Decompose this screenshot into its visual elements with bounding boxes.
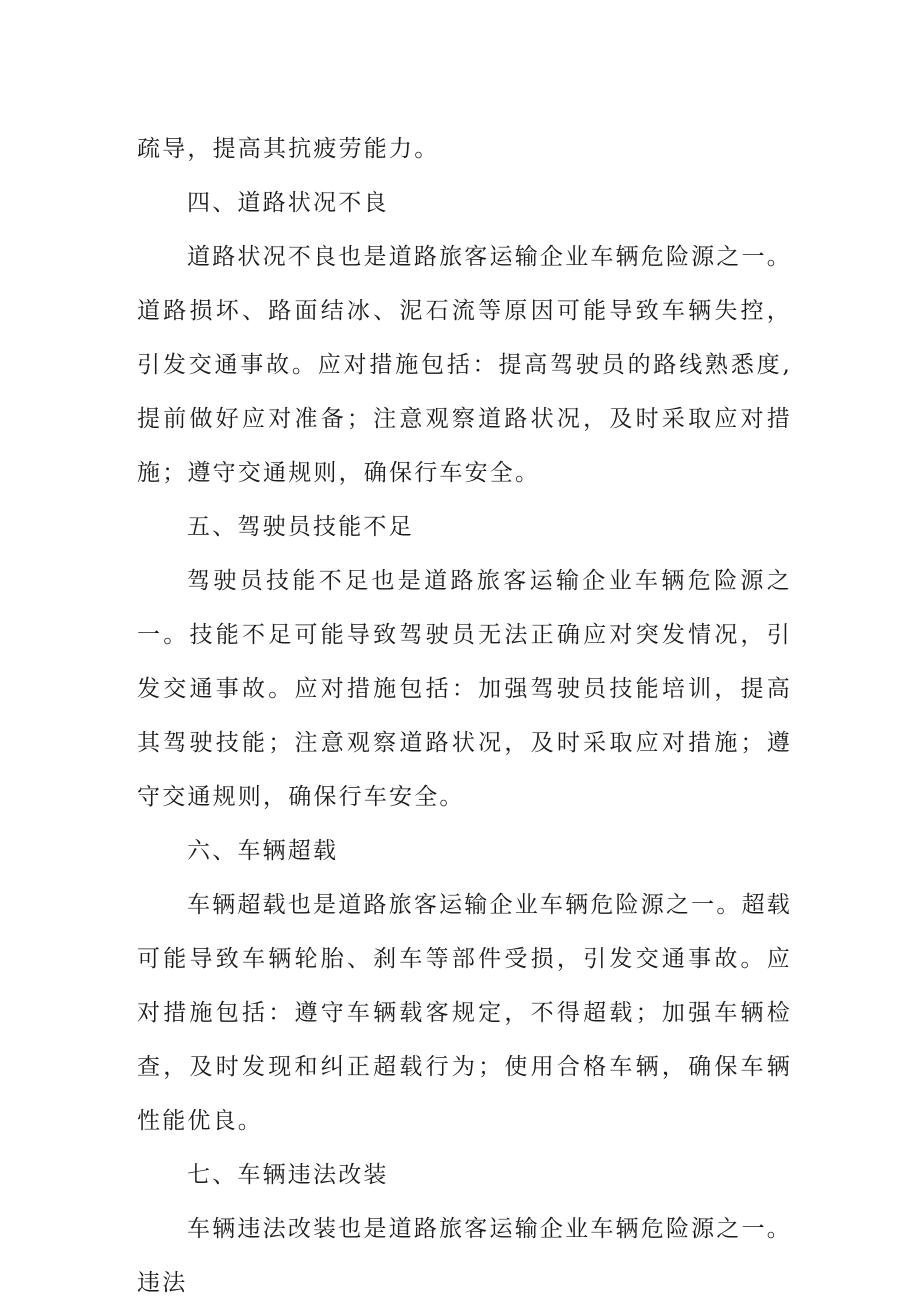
section-heading-5: 五、驾驶员技能不足 xyxy=(187,514,414,540)
section-heading-4: 四、道路状况不良 xyxy=(187,190,389,216)
paragraph-road-conditions: 道路状况不良也是道路旅客运输企业车辆危险源之一。道路损坏、路面结冰、泥石流等原因可能导致车辆失控，引发交通事故。应对措施包括：提高驾驶员的路线熟悉度,提前做好应对准备；注意观察道路状况，及时采取应对措施；遵守交通规则，确保行车安全。 xyxy=(137,244,792,486)
paragraph-driver-skills: 驾驶员技能不足也是道路旅客运输企业车辆危险源之一。技能不足可能导致驾驶员无法正确应对突发情况，引发交通事故。应对措施包括：加强驾驶员技能培训，提高其驾驶技能；注意观察道路状况，及时采取应对措施；遵守交通规则，确保行车安全。 xyxy=(137,568,792,810)
document-body xyxy=(137,122,792,1310)
section-heading-7: 七、车辆违法改装 xyxy=(187,1162,389,1188)
paragraph-continuation: 疏导，提高其抗疲劳能力。 xyxy=(137,136,440,162)
paragraph-overloading: 车辆超载也是道路旅客运输企业车辆危险源之一。超载可能导致车辆轮胎、刹车等部件受损，引发交通事故。应对措施包括：遵守车辆载客规定，不得超载；加强车辆检查，及时发现和纠正超载行为；使用合格车辆，确保车辆性能优良。 xyxy=(137,892,792,1134)
paragraph-illegal-modification: 车辆违法改装也是道路旅客运输企业车辆危险源之一。违法 xyxy=(137,1216,792,1296)
section-heading-6: 六、车辆超载 xyxy=(187,838,339,864)
